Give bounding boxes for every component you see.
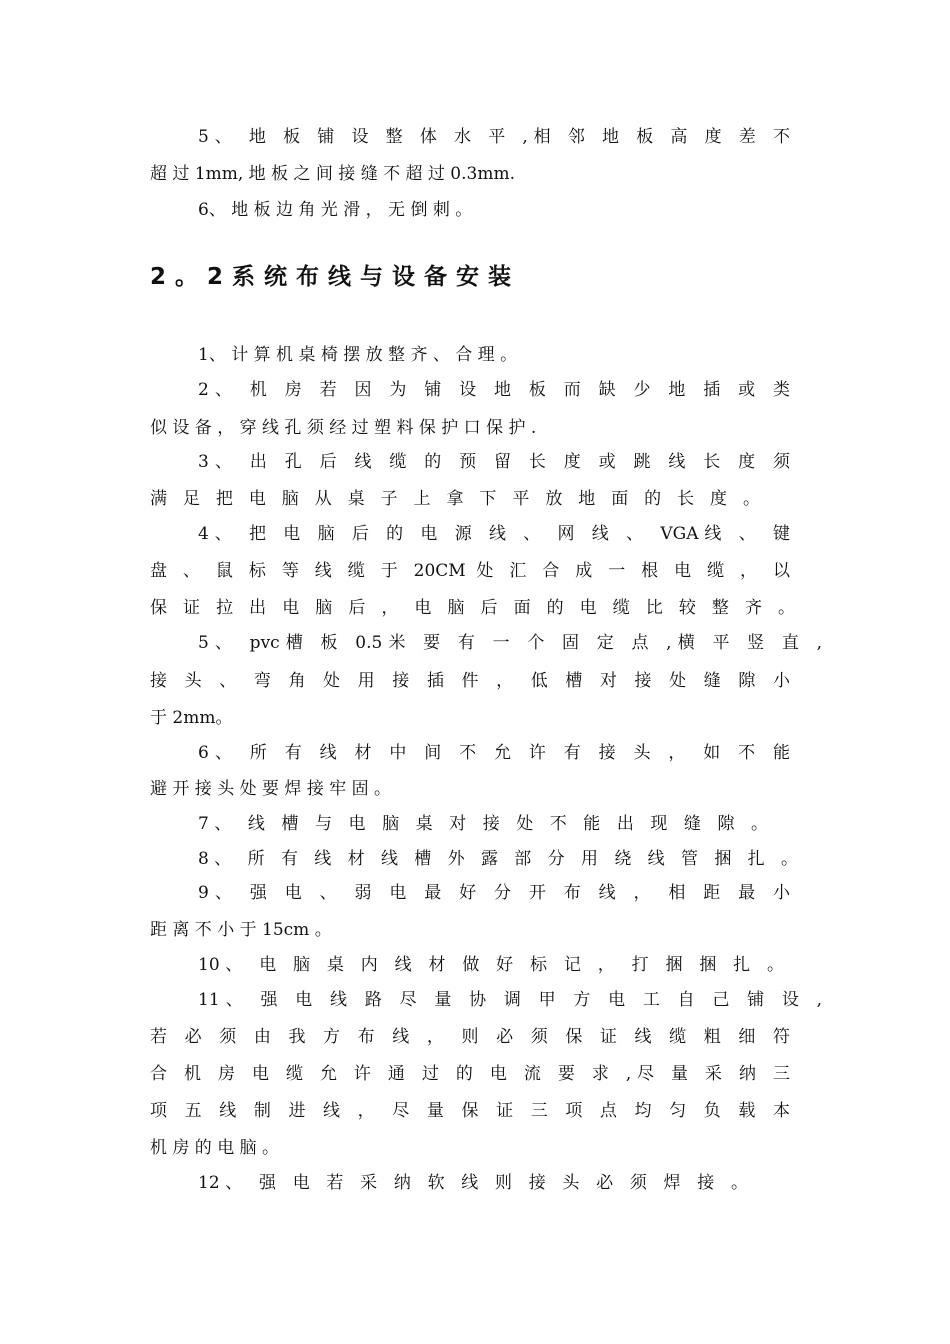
paragraph-line: 盘 、 鼠 标 等 线 缆 于 20CM 处 汇 合 成 一 根 电 缆 ， 以	[150, 561, 790, 581]
paragraph-line: 6、 所 有 线 材 中 间 不 允 许 有 接 头 ， 如 不 能	[198, 743, 790, 763]
paragraph-line: 似 设 备 ， 穿 线 孔 须 经 过 塑 料 保 护 口 保 护 .	[150, 418, 537, 438]
paragraph-line: 满 足 把 电 脑 从 桌 子 上 拿 下 平 放 地 面 的 长 度 。	[150, 489, 760, 509]
paragraph-line: 若 必 须 由 我 方 布 线 ， 则 必 须 保 证 线 缆 粗 细 符	[150, 1027, 790, 1047]
paragraph-line: 距 离 不 小 于 15cm 。	[150, 920, 332, 940]
paragraph-line: 7、 线 槽 与 电 脑 桌 对 接 处 不 能 出 现 缝 隙 。	[198, 814, 768, 834]
paragraph-line: 6、 地 板 边 角 光 滑 ， 无 倒 刺 。	[198, 200, 473, 220]
paragraph-line: 12、 强 电 若 采 纳 软 线 则 接 头 必 须 焊 接 。	[198, 1173, 748, 1193]
paragraph-line: 接 头 、 弯 角 处 用 接 插 件 ， 低 槽 对 接 处 缝 隙 小	[150, 671, 790, 691]
paragraph-line: 保 证 拉 出 电 脑 后 ， 电 脑 后 面 的 电 缆 比 较 整 齐 。	[150, 598, 795, 618]
paragraph-line: 2、 机 房 若 因 为 铺 设 地 板 而 缺 少 地 插 或 类	[198, 380, 790, 400]
paragraph-line: 避 开 接 头 处 要 焊 接 牢 固 。	[150, 779, 392, 799]
paragraph-line: 4、 把 电 脑 后 的 电 源 线 、 网 线 、 VGA线 、 键	[198, 524, 790, 544]
paragraph-line: 9、 强 电 、 弱 电 最 好 分 开 布 线 ， 相 距 最 小	[198, 883, 790, 903]
paragraph-line: 11、 强 电 线 路 尽 量 协 调 甲 方 电 工 自 己 铺 设 ,	[198, 990, 822, 1010]
paragraph-line: 5、 pvc槽 板 0.5米 要 有 一 个 固 定 点 ,横 平 竖 直 ,	[198, 633, 822, 653]
paragraph-line: 于 2mm。	[150, 708, 233, 728]
section-heading: 2。2系统布线与设备安装	[150, 264, 521, 290]
paragraph-line: 1、 计 算 机 桌 椅 摆 放 整 齐 、 合 理 。	[198, 345, 518, 365]
paragraph-line: 5、 地 板 铺 设 整 体 水 平 ,相 邻 地 板 高 度 差 不	[198, 127, 790, 147]
paragraph-line: 10、 电 脑 桌 内 线 材 做 好 标 记 ， 打 捆 捆 扎 。	[198, 955, 784, 975]
paragraph-line: 机 房 的 电 脑 。	[150, 1138, 280, 1158]
paragraph-line: 超 过 1mm, 地 板 之 间 接 缝 不 超 过 0.3mm.	[150, 164, 515, 184]
paragraph-line: 合 机 房 电 缆 允 许 通 过 的 电 流 要 求 ,尽 量 采 纳 三	[150, 1064, 790, 1084]
paragraph-line: 项 五 线 制 进 线 ， 尽 量 保 证 三 项 点 均 匀 负 载 本	[150, 1101, 790, 1121]
paragraph-line: 3、 出 孔 后 线 缆 的 预 留 长 度 或 跳 线 长 度 须	[198, 452, 790, 472]
paragraph-line: 8、 所 有 线 材 线 槽 外 露 部 分 用 绕 线 管 捆 扎 。	[198, 849, 798, 869]
